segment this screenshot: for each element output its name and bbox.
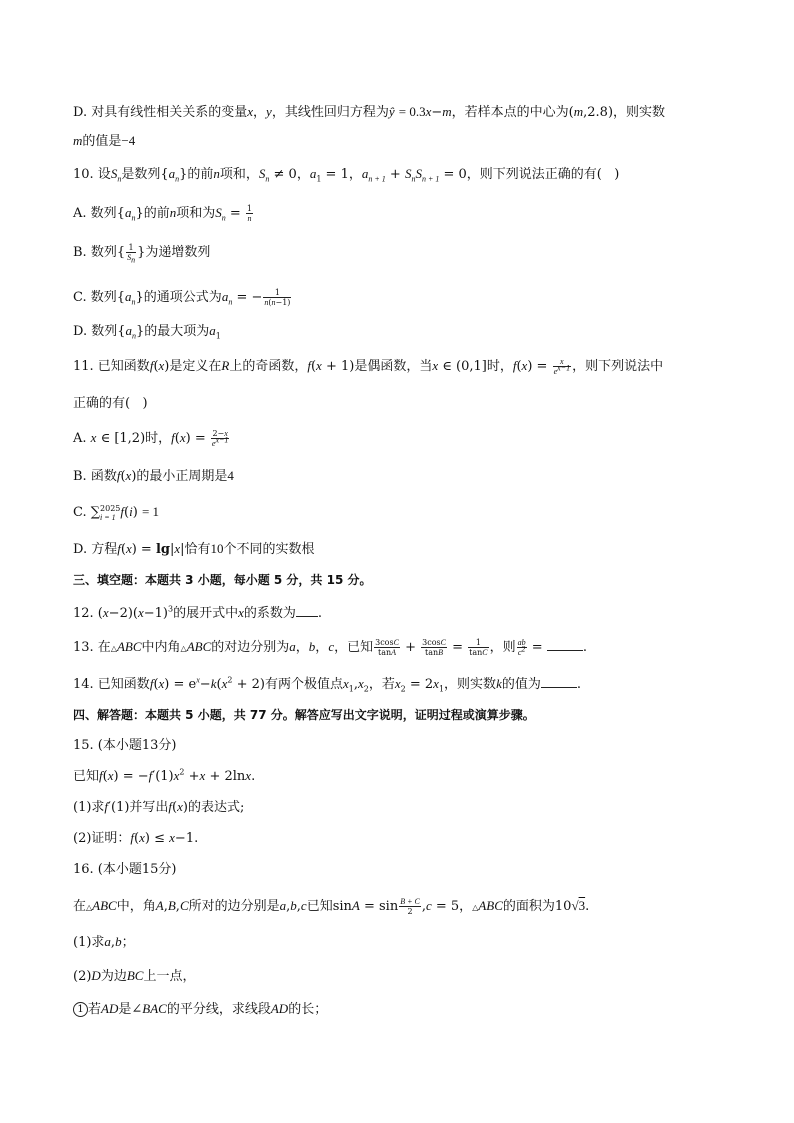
q12: 12. $(x-2)(x-1)^3$的展开式中x的系数为 .	[73, 604, 323, 621]
q16-part-2-1: 1 若AD是∠BAC的平分线，求线段AD的长；	[73, 999, 327, 1020]
q11-option-d: D. 方程f(x) = lg|x|恰有10个不同的实数根	[73, 541, 315, 557]
q11-option-b: B. 函数f(x)的最小正周期是4	[73, 468, 234, 484]
q10-option-b: B. 数列{ $\frac{1}{S_n}$ }为递增数列	[73, 243, 211, 265]
q16-header: 16. (本小题15分)	[73, 862, 177, 877]
q14: 14. 已知函数$f(x) = e^x-k(x^2 + 2)$有两个极值点$x_1,x_2$，若$x_2 = 2x_1$，则实数k的值为 .	[73, 675, 581, 694]
q10-option-a: A. 数列$\{a_n\}$的前n项和为$S_n$ = $\frac{1}{n}$	[73, 204, 252, 223]
q9-option-d-line2: m的值是−4	[73, 133, 136, 149]
q10-option-c: C. 数列$\{a_n\}$的通项公式为$a_n$ = − $\frac{1}{n(n-1)}$	[73, 288, 291, 307]
q13: 13. 在△ABC中内角△ABC的对边分别为a，b，c，已知 $\frac{3\cos C}{\tan A}$ + $\frac{3\cos C}{\tan B}$ = $\frac{1}{\tan C}$ ，则 $\frac{ab}{c^2}$ = .	[73, 638, 587, 657]
q11-option-c: C. ∑ 2025 i = 1 f(i) = 1	[73, 503, 160, 522]
q10-stem: 10. 设$S_n$是数列$\{a_n\}$的前n项和，$S_n \ne 0$，$a_1 = 1$，$a_{n + 1} + S_nS_{n + 1} = 0$，则下列说法正确的有( )	[73, 166, 620, 184]
q16-given: 在△ABC中，角A,B,C所对的边分别是a,b,c已知sinA = sin $\frac{B + C}{2}$ ,c = 5，△ABC的面积为10√3.	[73, 897, 590, 916]
q16-part-1: (1)求a,b；	[73, 934, 135, 950]
q11-stem-line2: 正确的有( )	[73, 396, 148, 411]
section-4-heading: 四、解答题：本题共 5 小题，共 77 分。解答应写出文字说明，证明过程或演算步骤。	[73, 708, 535, 722]
q10-option-d: D. 数列$\{a_n\}$的最大项为$a_1$	[73, 323, 221, 341]
q15-part-1: (1)求f′(1)并写出f(x)的表达式;	[73, 799, 245, 815]
q11-option-a: A. x ∈ [1,2)时，f(x) = $\frac{2-x}{e^{x-1}}$	[73, 429, 229, 448]
q9-option-d-line1: D. 对具有线性相关关系的变量x，y，其线性回归方程为ŷ = 0.3x−m，若样本点的中心为(m,2.8)，则实数	[73, 104, 666, 120]
q15-given: 已知$f(x) = -f'(1)x^2 +x + 2\ln x$.	[73, 767, 256, 784]
q11-stem-line1: 11. 已知函数f(x)是定义在R上的奇函数，f(x + 1)是偶函数，当x ∈ (0,1]时，f(x) = $\frac{x}{e^{x-1}}$ ，则下列说法中	[73, 357, 664, 376]
q15-part-2: (2)证明：f(x) ≤ x−1.	[73, 830, 199, 846]
q15-header: 15. (本小题13分)	[73, 738, 177, 753]
q16-part-2: (2)D为边BC上一点，	[73, 968, 196, 984]
section-3-heading: 三、填空题：本题共 3 小题，每小题 5 分，共 15 分。	[73, 573, 372, 587]
